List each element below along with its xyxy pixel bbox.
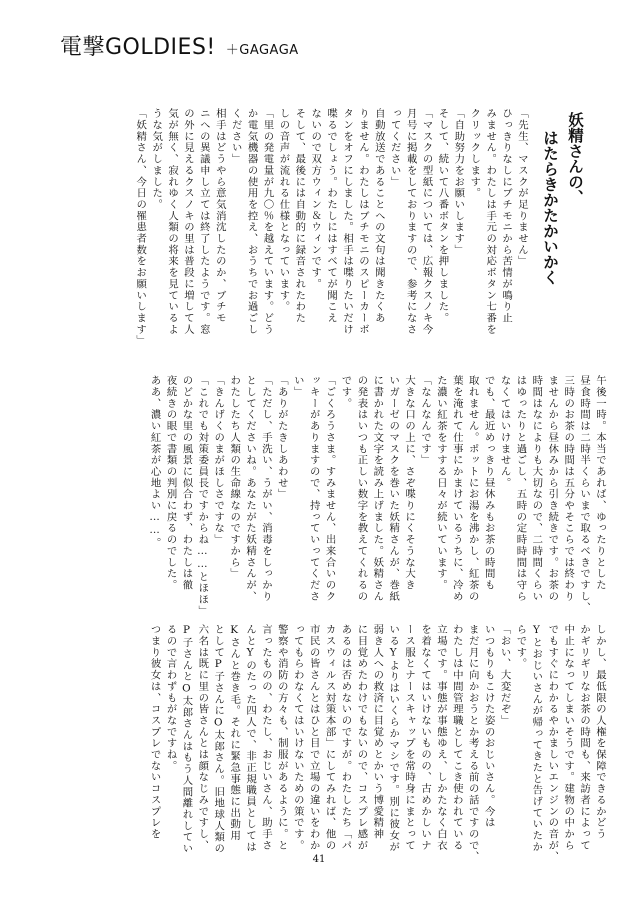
text-line: しの音声が流れる仕様となっています。 [277, 108, 290, 313]
text-line: そして、続いて八番ボタンを押しました。 [436, 108, 449, 324]
text-line: Kさんと巻き毛。それに緊急事態に出動用 [228, 624, 241, 842]
text-line: 時間はなによりも大切なので、二時間くらい [530, 375, 543, 602]
text-line: 「里の発電量が九〇％を越えています。どう [261, 108, 274, 335]
text-line: いつもりもこけた姿のおじいさん。今は [482, 624, 495, 829]
text-line: に書かれた文字を読み上げました。妖精さん [371, 375, 384, 602]
text-line: Yとおじいさんが帰ってきたと告げていたか [530, 624, 543, 853]
text-line: みません。わたしは手元の対応ボタン七番を [484, 108, 497, 335]
text-line: いるYよりはいくらかマシです。別に彼女が [387, 624, 400, 853]
text-line: い」 [291, 375, 304, 398]
text-line: 言ったものの、わたし、おじいさん、助手さ [259, 624, 272, 851]
story-title-line-2: はたらきかたかいかく [541, 130, 560, 285]
text-line: ってもらわなくてはいけないための策です。 [291, 624, 304, 851]
text-line: です。 [339, 375, 352, 410]
text-line: としてくださいね。あなたがた妖精さんが、 [244, 375, 257, 602]
text-line: 弱き人への救済に目覚めとかいう博愛精神 [371, 624, 384, 840]
text-line: ください」 [229, 108, 242, 165]
text-line: つまり彼女は、コスプレでないコスプレを [148, 624, 161, 840]
text-line: まだ月に向かおうとか考える前の話ですので、 [466, 624, 479, 863]
text-line: ないので双方ウィン＆ウィンです。 [309, 108, 322, 290]
text-line: でも、最近めっきり昼休みもお茶の時間も [482, 375, 495, 591]
text-line: んとYのたった四人で、非正規職員としては [244, 624, 257, 853]
text-line: 「これでも対策委員長ですからね……とほほ」 [196, 375, 209, 617]
text-line: ああ、濃い紅茶が心地よい……。 [148, 375, 161, 549]
text-line: らです。 [514, 624, 527, 670]
text-line: 「おい、大変だぞ」 [498, 624, 511, 727]
text-line: 気が無く、寂れゆく人類の将来を見ているよ [166, 108, 179, 335]
text-line: しかし、最低限の人権を保障できるかどう [594, 624, 606, 840]
text-line: 「ありがたきしあわせ」 [275, 375, 288, 500]
text-line: 「妖精さん、今日の罹患者数をお願いします」 [134, 108, 147, 347]
text-line: ニへの異議申し立ては終了したようです。窓 [197, 108, 210, 335]
text-line: 「ごくろうさま。すみません、出来合いのク [323, 375, 336, 602]
text-line: を着なくてはいけないものの、古めかしいナ [419, 624, 432, 851]
text-line: 「なんなんです」 [419, 375, 432, 466]
page-number: 41 [312, 854, 326, 865]
story-title-line-1: 妖精さんの、 [566, 112, 585, 205]
text-line: わたしは中間管理職としてこき使われている [450, 624, 463, 851]
text-line: ッキーがありますので、持っていってくださ [307, 375, 320, 602]
text-block-middle [62, 375, 607, 617]
text-line: ませんから昼休みから引き続きです。お茶の [546, 375, 559, 602]
text-line: カスウィルス対策本部」にしてみれば、他の [323, 624, 336, 851]
text-block-top [62, 108, 529, 346]
text-line: 中止になってしまいそうです。建物の中から [562, 624, 575, 851]
text-line: ース服とナースキャップを常時身にまとって [403, 624, 416, 851]
text-line: 夜続きの眼で書類の判別に戻るのでした。 [164, 375, 177, 591]
text-line: 月号に掲載をしておりますので、参考になさ [404, 108, 417, 335]
text-line: クリックします。 [468, 108, 481, 199]
text-line: 「マスクの型紙については、広報クスノキ今 [420, 108, 433, 335]
text-line: 葉を淹れて仕事にかまけているうちに、冷め [450, 375, 463, 602]
text-line: P子さんとO太郎さんはもう人間離れしてい [180, 624, 193, 855]
text-line: わたしたち人類の生命線なのですから」 [228, 375, 241, 580]
text-line: 喋るでしょう。わたしにはすべてが聞こえ [325, 108, 338, 324]
text-line: あるのは否めないのですが。わたしたち「パ [339, 624, 352, 851]
text-block-bottom [62, 624, 607, 862]
text-line: 取れません。ポットにお湯を沸かし、紅茶の [466, 375, 479, 602]
text-line: の発表はいつも正しい数字を教えてくれるの [355, 375, 368, 602]
text-line: 「先生、マスクが足りません」 [516, 108, 528, 267]
text-line: そして、最後には自動的に録音されたわた [293, 108, 306, 324]
story-title [538, 112, 588, 312]
text-line: 警察や消防の方々も、制服があるように。と [275, 624, 288, 851]
text-line: はゆったりと過ごし、五時の定時時間は守ら [514, 375, 527, 602]
text-line: た濃い紅茶をすする日々が続いています。 [434, 375, 447, 591]
text-line: ってください」 [388, 108, 401, 188]
text-line: 「きんげくのまがほしさですな」 [212, 375, 225, 546]
text-line: 「自助努力をお願いします」 [452, 108, 465, 256]
text-line: でもすぐにわかるやかましいエンジンの音が、 [546, 624, 559, 863]
text-line: のどかな里の風景に似合わず、わたしは徹 [180, 375, 193, 591]
text-line: としてP子さんにO太郎さん。旧地球人類の [212, 624, 225, 855]
text-line: 市民の皆さんとはひと目で立場の違いをわか [307, 624, 320, 851]
magazine-subtitle: ＋GAGAGA [225, 43, 299, 58]
text-line: いガーゼのマスクを巻いた妖精さんが、巻紙 [387, 375, 400, 602]
text-line: 六名は既に里の皆さんとは顔なじみですし、 [196, 624, 209, 851]
text-line: 自動放送であることへの文句は聞きたくあ [372, 108, 385, 324]
text-line: なくてはいけません。 [498, 375, 511, 489]
text-line: るので言わずもがなですね。 [164, 624, 177, 772]
page-header [60, 30, 299, 60]
text-line: に目覚めたわけでもないので、コスプレ感が [355, 624, 368, 851]
text-line: か電気機器の使用を控え、おうちでお過ごし [245, 108, 258, 335]
text-line: うな気がしました。 [150, 108, 163, 211]
text-line: 午後一時。本当であれば、ゆったりとした [594, 375, 606, 591]
text-line: の外に見えるクスノキの里は普段に増して人 [181, 108, 194, 335]
text-line: かギリギリなお茶の時間も、来訪者によって [578, 624, 591, 851]
text-line: 大きな口の上に、さぞ喋りにくそうな大き [403, 375, 416, 591]
text-line: りません。わたしはブチモニのスピーカーボ [356, 108, 369, 335]
text-line: 「ただし、手洗い、うがい、消毒をしっかり [259, 375, 272, 602]
text-line: 昼食時間は二時半くらいまで取るべきですし、 [578, 375, 591, 614]
text-line: 立場です。事態が事態ゆえ、しかたなく白衣 [434, 624, 447, 851]
text-line: ひっきりなしにブチモニから苦情が鳴り止 [500, 108, 513, 324]
text-line: 相手はどうやら意気消沈したのか、ブチモ [213, 108, 226, 324]
text-line: タンをオフにしました。相手は喋りたいだけ [341, 108, 354, 335]
text-line: 三時のお茶の時間は五分やそこらでは終わり [562, 375, 575, 602]
magazine-title: 電撃GOLDIES! [60, 35, 216, 60]
